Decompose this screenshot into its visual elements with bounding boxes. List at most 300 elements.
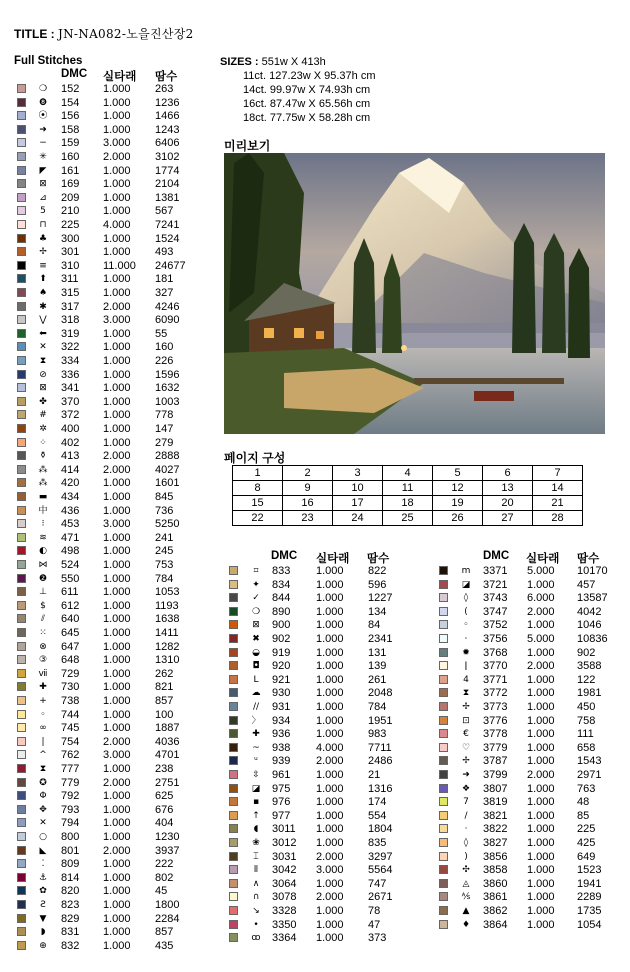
- stitch-symbol: ⊘: [39, 369, 47, 380]
- stitch-symbol: 4: [463, 674, 469, 685]
- thread-count: 1.000: [527, 782, 555, 795]
- dmc-number: 3064: [272, 877, 297, 890]
- stitch-count: 4042: [577, 605, 602, 618]
- stitch-symbol: ◐: [39, 546, 47, 557]
- thread-count: 2.000: [103, 463, 131, 476]
- color-swatch: [439, 824, 448, 833]
- dmc-number: 754: [61, 735, 80, 748]
- dmc-number: 3799: [483, 769, 508, 781]
- thread-count: 1.000: [103, 586, 131, 599]
- stitch-count: 241: [155, 531, 174, 544]
- color-swatch: [17, 805, 26, 814]
- thread-count: 1.000: [103, 531, 131, 544]
- stitch-count: 4701: [155, 749, 180, 762]
- color-swatch: [439, 607, 448, 616]
- stitch-symbol: 中: [38, 505, 48, 516]
- color-swatch: [229, 743, 238, 752]
- color-swatch: [229, 702, 238, 711]
- dmc-number: 159: [61, 137, 80, 150]
- stitch-count: 78: [368, 905, 381, 917]
- thread-count: 1.000: [103, 708, 131, 721]
- color-swatch: [17, 261, 26, 270]
- color-swatch: [229, 729, 238, 738]
- color-swatch: [17, 465, 26, 474]
- stitch-symbol: ⁂: [38, 464, 48, 475]
- thread-count: 1.000: [527, 714, 555, 727]
- stitch-count: 6090: [155, 314, 180, 327]
- color-swatch: [17, 655, 26, 664]
- thread-count: 1.000: [103, 409, 131, 422]
- thread-count: 1.000: [103, 939, 131, 952]
- thread-count: 3.000: [103, 518, 131, 531]
- color-swatch: [439, 892, 448, 901]
- color-swatch: [439, 580, 448, 589]
- dmc-number: 976: [272, 796, 291, 809]
- thread-count: 1.000: [103, 885, 131, 898]
- thread-count: 2.000: [527, 769, 555, 781]
- thread-count: 2.000: [103, 844, 131, 857]
- stitch-symbol: ◦: [40, 709, 46, 720]
- dmc-number: 400: [61, 423, 80, 435]
- dmc-number: 3747: [483, 605, 508, 618]
- color-swatch: [17, 274, 26, 283]
- stitch-symbol: ⧗: [462, 688, 470, 699]
- stitch-count: 7711: [368, 741, 392, 754]
- color-swatch: [439, 797, 448, 806]
- right-thread-header: 실타래: [526, 553, 560, 565]
- page-cell: 6: [483, 466, 533, 481]
- page-cell: 10: [333, 481, 383, 496]
- page-cell: 14: [533, 481, 583, 496]
- stitch-count: 85: [577, 809, 590, 822]
- stitch-count: 404: [155, 817, 174, 830]
- stitch-symbol: ▪: [252, 797, 260, 808]
- stitch-symbol: ⋈: [38, 560, 48, 570]
- stitch-count: 327: [155, 287, 174, 299]
- preview-image: [224, 153, 605, 434]
- color-swatch: [439, 688, 448, 697]
- color-swatch: [17, 859, 26, 868]
- color-swatch: [439, 865, 448, 874]
- color-swatch: [17, 669, 26, 678]
- stitch-symbol: ✲: [39, 424, 47, 434]
- color-swatch: [229, 852, 238, 861]
- stitch-count: 261: [368, 673, 387, 686]
- stitch-symbol: ❀: [252, 838, 260, 848]
- page-grid-row: [233, 496, 583, 511]
- thread-count: 2.000: [103, 776, 131, 789]
- page-cell: 13: [483, 481, 533, 496]
- thread-count: 1.000: [103, 613, 131, 626]
- stitch-symbol: ◣: [39, 845, 47, 856]
- stitch-symbol: ⁂: [38, 478, 48, 489]
- dmc-number: 939: [272, 755, 291, 768]
- dmc-number: 900: [272, 619, 291, 632]
- dmc-number: 3364: [272, 932, 297, 945]
- dmc-number: 832: [61, 939, 80, 952]
- color-swatch: [439, 716, 448, 725]
- color-swatch: [17, 84, 26, 93]
- stitch-symbol: ✕: [39, 342, 47, 353]
- stitch-count: 778: [155, 409, 174, 422]
- dmc-number: 931: [272, 701, 291, 713]
- stitch-symbol: ⬆: [39, 274, 47, 285]
- thread-count: 1.000: [527, 728, 555, 741]
- stitch-symbol: ❷: [38, 573, 48, 584]
- color-swatch: [17, 614, 26, 623]
- stitch-count: 263: [155, 83, 174, 95]
- right-dmc-header: DMC: [483, 550, 510, 562]
- color-swatch: [17, 723, 26, 732]
- dmc-number: 370: [61, 395, 80, 408]
- page-cell: 7: [533, 466, 583, 481]
- stitch-symbol: ≋: [39, 532, 47, 543]
- stitch-symbol: Ƨ: [40, 900, 46, 910]
- size-14ct: 14ct. 99.97w X 74.93h cm: [243, 84, 371, 96]
- color-swatch: [439, 770, 448, 779]
- stitch-count: 100: [155, 708, 174, 721]
- stitch-symbol: ❖: [461, 783, 471, 794]
- stitch-count: 139: [368, 660, 387, 673]
- page-cell: 8: [233, 481, 283, 496]
- thread-count: 1.000: [527, 687, 555, 700]
- thread-count: 1.000: [527, 619, 555, 632]
- thread-count: 1.000: [103, 368, 131, 381]
- thread-count: 2.000: [316, 755, 344, 768]
- stitch-count: 13587: [577, 592, 608, 605]
- thread-count: 2.000: [316, 891, 344, 904]
- color-swatch: [439, 784, 448, 793]
- color-swatch: [229, 865, 238, 874]
- color-swatch: [229, 607, 238, 616]
- thread-count: 1.000: [316, 728, 344, 741]
- stitch-count: 373: [368, 932, 387, 945]
- stitch-count: 1887: [155, 722, 180, 735]
- dmc-number: 336: [61, 368, 80, 381]
- thread-count: 1.000: [527, 755, 555, 768]
- dmc-number: 3768: [483, 646, 508, 659]
- color-swatch: [17, 397, 26, 406]
- dmc-number: 3771: [483, 673, 508, 686]
- stitch-count: 3297: [368, 850, 393, 863]
- stitch-symbol: ◪: [461, 579, 471, 590]
- color-swatch: [17, 696, 26, 705]
- stitch-symbol: //: [252, 702, 260, 712]
- thread-count: 1.000: [527, 701, 555, 713]
- thread-count: 1.000: [103, 436, 131, 449]
- stitch-symbol: ▲: [462, 906, 470, 916]
- color-swatch: [439, 838, 448, 847]
- dmc-number: 792: [61, 790, 80, 803]
- stitch-symbol: ◊: [463, 593, 469, 604]
- stitch-symbol: ◤: [39, 165, 47, 176]
- color-swatch: [229, 566, 238, 575]
- color-swatch: [439, 756, 448, 765]
- dmc-number: 471: [61, 531, 80, 544]
- color-swatch: [439, 620, 448, 629]
- dmc-number: 3078: [272, 891, 297, 904]
- size-11ct: 11ct. 127.23w X 95.37h cm: [243, 70, 376, 82]
- color-swatch: [17, 356, 26, 365]
- stitch-symbol: ◊: [463, 838, 469, 848]
- thread-count: 1.000: [103, 559, 131, 571]
- stitch-symbol: ③: [38, 655, 48, 666]
- color-swatch: [17, 750, 26, 759]
- stitch-count: 983: [368, 728, 387, 741]
- dmc-number: 3862: [483, 905, 508, 917]
- color-swatch: [439, 634, 448, 643]
- color-swatch: [17, 193, 26, 202]
- stitch-count: 435: [155, 939, 174, 952]
- page-cell: 23: [283, 511, 333, 526]
- stitch-symbol: •: [253, 919, 259, 930]
- color-swatch: [17, 288, 26, 297]
- dmc-number: 777: [61, 763, 80, 775]
- stitch-symbol: ⁚: [41, 859, 45, 870]
- thread-count: 1.000: [103, 681, 131, 694]
- stitch-count: 1543: [577, 755, 602, 768]
- dmc-number: 322: [61, 341, 80, 354]
- dmc-number: 453: [61, 518, 80, 531]
- dmc-number: 334: [61, 355, 80, 367]
- thread-count: 1.000: [316, 660, 344, 673]
- stitch-count: 1735: [577, 905, 602, 917]
- dmc-number: 498: [61, 545, 80, 558]
- stitch-symbol: ⊓: [39, 220, 47, 230]
- thread-count: 1.000: [103, 599, 131, 612]
- color-swatch: [229, 784, 238, 793]
- stitch-count: 111: [577, 728, 594, 741]
- stitch-count: 5564: [368, 864, 393, 877]
- thread-count: 1.000: [103, 423, 131, 435]
- dmc-number: 3770: [483, 660, 508, 673]
- thread-count: 1.000: [103, 926, 131, 939]
- stitch-count: 24677: [155, 259, 186, 272]
- stitch-symbol: ·: [464, 824, 468, 835]
- left-thread-header: 실타래: [103, 71, 137, 83]
- title-value: JN-NA082-노을진산장2: [58, 27, 194, 41]
- dmc-number: 169: [61, 178, 80, 191]
- color-swatch: [17, 710, 26, 719]
- thread-count: 1.000: [316, 605, 344, 618]
- stitch-symbol: ◒: [252, 647, 260, 658]
- stitch-symbol: ⊠: [252, 620, 260, 631]
- stitch-count: 1523: [577, 864, 602, 877]
- color-swatch: [17, 438, 26, 447]
- color-swatch: [439, 906, 448, 915]
- thread-count: 1.000: [527, 741, 555, 754]
- thread-count: 3.000: [103, 749, 131, 762]
- dmc-number: 3743: [483, 592, 508, 605]
- thread-count: 1.000: [103, 545, 131, 558]
- page-cell: 22: [233, 511, 283, 526]
- stitch-count: 1003: [155, 395, 180, 408]
- stitch-symbol: ꝏ: [251, 933, 261, 944]
- dmc-number: 648: [61, 654, 80, 667]
- stitch-count: 763: [577, 782, 596, 795]
- dmc-number: 814: [61, 871, 80, 884]
- color-swatch: [17, 818, 26, 827]
- thread-count: 1.000: [103, 572, 131, 585]
- left-stitches-header: 땀수: [155, 71, 178, 83]
- dmc-number: 318: [61, 314, 80, 327]
- dmc-number: 3778: [483, 728, 508, 741]
- stitch-symbol: ⧗: [39, 764, 47, 774]
- color-swatch: [17, 383, 26, 392]
- stitch-symbol: ◗: [40, 927, 46, 938]
- stitch-count: 1046: [577, 619, 602, 632]
- thread-count: 1.000: [103, 232, 131, 245]
- thread-count: 1.000: [103, 654, 131, 667]
- title-label: TITLE :: [14, 27, 55, 41]
- stitch-count: 174: [368, 796, 387, 809]
- color-row: [436, 918, 630, 934]
- dmc-number: 961: [272, 769, 291, 781]
- dmc-number: 902: [272, 633, 291, 645]
- thread-count: 1.000: [316, 578, 344, 591]
- thread-count: 1.000: [103, 695, 131, 707]
- thread-count: 1.000: [103, 395, 131, 408]
- dmc-number: 3822: [483, 823, 508, 836]
- stitch-symbol: ✣: [462, 865, 470, 876]
- thread-count: 4.000: [103, 219, 131, 231]
- page-cell: 16: [283, 496, 333, 511]
- dmc-number: 3861: [483, 891, 508, 904]
- thread-count: 1.000: [316, 673, 344, 686]
- stitch-count: 1638: [155, 613, 180, 626]
- stitch-count: 425: [577, 837, 596, 849]
- color-swatch: [17, 927, 26, 936]
- stitch-symbol: ▼: [39, 913, 47, 924]
- dmc-number: 844: [272, 592, 291, 605]
- color-swatch: [17, 247, 26, 256]
- stitch-symbol: ♦: [461, 919, 471, 930]
- stitch-count: 5250: [155, 518, 180, 531]
- thread-count: 1.000: [316, 565, 344, 577]
- color-swatch: [229, 580, 238, 589]
- stitch-symbol: ~: [252, 742, 260, 753]
- dmc-number: 3752: [483, 619, 508, 632]
- color-swatch: [229, 756, 238, 765]
- color-swatch: [17, 533, 26, 542]
- page-cell: 20: [483, 496, 533, 511]
- thread-count: 1.000: [527, 646, 555, 659]
- stitch-symbol: ): [464, 851, 468, 862]
- stitch-symbol: m: [461, 566, 471, 576]
- thread-count: 1.000: [316, 714, 344, 727]
- dmc-number: 3371: [483, 565, 508, 577]
- thread-count: 1.000: [103, 722, 131, 735]
- thread-count: 2.000: [316, 850, 344, 863]
- thread-count: 1.000: [103, 871, 131, 884]
- stitch-symbol: ⊥: [39, 587, 47, 598]
- thread-count: 1.000: [103, 504, 131, 517]
- dmc-number: 420: [61, 477, 80, 490]
- color-swatch: [17, 111, 26, 120]
- thread-count: 1.000: [316, 877, 344, 890]
- dmc-number: 413: [61, 450, 80, 463]
- thread-count: 1.000: [527, 918, 555, 931]
- sizes-label: SIZES :: [220, 56, 259, 68]
- color-swatch: [17, 138, 26, 147]
- dmc-number: 611: [61, 586, 79, 599]
- stitch-count: 262: [155, 667, 174, 680]
- stitch-count: 134: [368, 605, 387, 618]
- dmc-number: 823: [61, 899, 80, 911]
- thread-count: 1.000: [527, 864, 555, 877]
- stitch-symbol: ✤: [39, 396, 47, 407]
- stitch-count: 554: [368, 809, 387, 822]
- stitch-symbol: ♠: [38, 288, 48, 298]
- stitch-symbol: ➜: [462, 770, 470, 780]
- thread-count: 1.000: [103, 382, 131, 395]
- stitch-count: 4036: [155, 735, 180, 748]
- mid-stitches-header: 땀수: [367, 553, 390, 565]
- stitch-count: 6406: [155, 137, 180, 150]
- dmc-number: 834: [272, 578, 291, 591]
- stitch-symbol: ⸱: [464, 634, 468, 644]
- thread-count: 1.000: [103, 803, 131, 816]
- dmc-number: 3721: [483, 578, 508, 591]
- stitch-symbol: ✱: [39, 301, 47, 312]
- color-swatch: [17, 642, 26, 651]
- color-row: [14, 939, 214, 955]
- stitch-count: 822: [368, 565, 387, 577]
- stitch-count: 1941: [577, 877, 602, 890]
- page-cell: 17: [333, 496, 383, 511]
- stitch-count: 4027: [155, 463, 180, 476]
- color-swatch: [17, 125, 26, 134]
- stitch-count: 1596: [155, 368, 180, 381]
- stitch-symbol: ⊠: [39, 383, 47, 394]
- thread-count: 1.000: [316, 905, 344, 917]
- stitch-count: 147: [155, 423, 174, 435]
- color-swatch: [17, 179, 26, 188]
- page-grid-row: [233, 466, 583, 481]
- dmc-number: 977: [272, 809, 291, 822]
- color-swatch: [439, 675, 448, 684]
- left-dmc-header: DMC: [61, 68, 88, 80]
- stitch-count: 1951: [368, 714, 393, 727]
- dmc-number: 3772: [483, 687, 508, 700]
- dmc-number: 3807: [483, 782, 508, 795]
- color-swatch: [229, 634, 238, 643]
- page-cell: 12: [433, 481, 483, 496]
- page-cell: 28: [533, 511, 583, 526]
- stitch-count: 1632: [155, 382, 180, 395]
- mid-thread-header: 실타래: [316, 553, 350, 565]
- dmc-number: 3042: [272, 864, 297, 877]
- stitch-count: 84: [368, 619, 381, 632]
- thread-count: 5.000: [527, 633, 555, 645]
- color-swatch: [17, 98, 26, 107]
- stitch-count: 845: [155, 491, 174, 503]
- dmc-number: 3328: [272, 905, 297, 917]
- dmc-number: 160: [61, 151, 80, 163]
- dmc-number: 161: [61, 164, 80, 177]
- dmc-number: 311: [61, 273, 79, 286]
- stitch-count: 1466: [155, 110, 180, 123]
- stitch-symbol: ⊗: [39, 641, 47, 652]
- stitch-symbol: ✕: [39, 818, 47, 829]
- stitch-symbol: ⫽: [40, 614, 45, 625]
- stitch-count: 902: [577, 646, 596, 659]
- dmc-number: 801: [61, 844, 80, 857]
- color-swatch: [17, 506, 26, 515]
- stitch-symbol: 〉: [251, 715, 261, 726]
- stitch-count: 2341: [368, 633, 393, 645]
- thread-count: 1.000: [527, 905, 555, 917]
